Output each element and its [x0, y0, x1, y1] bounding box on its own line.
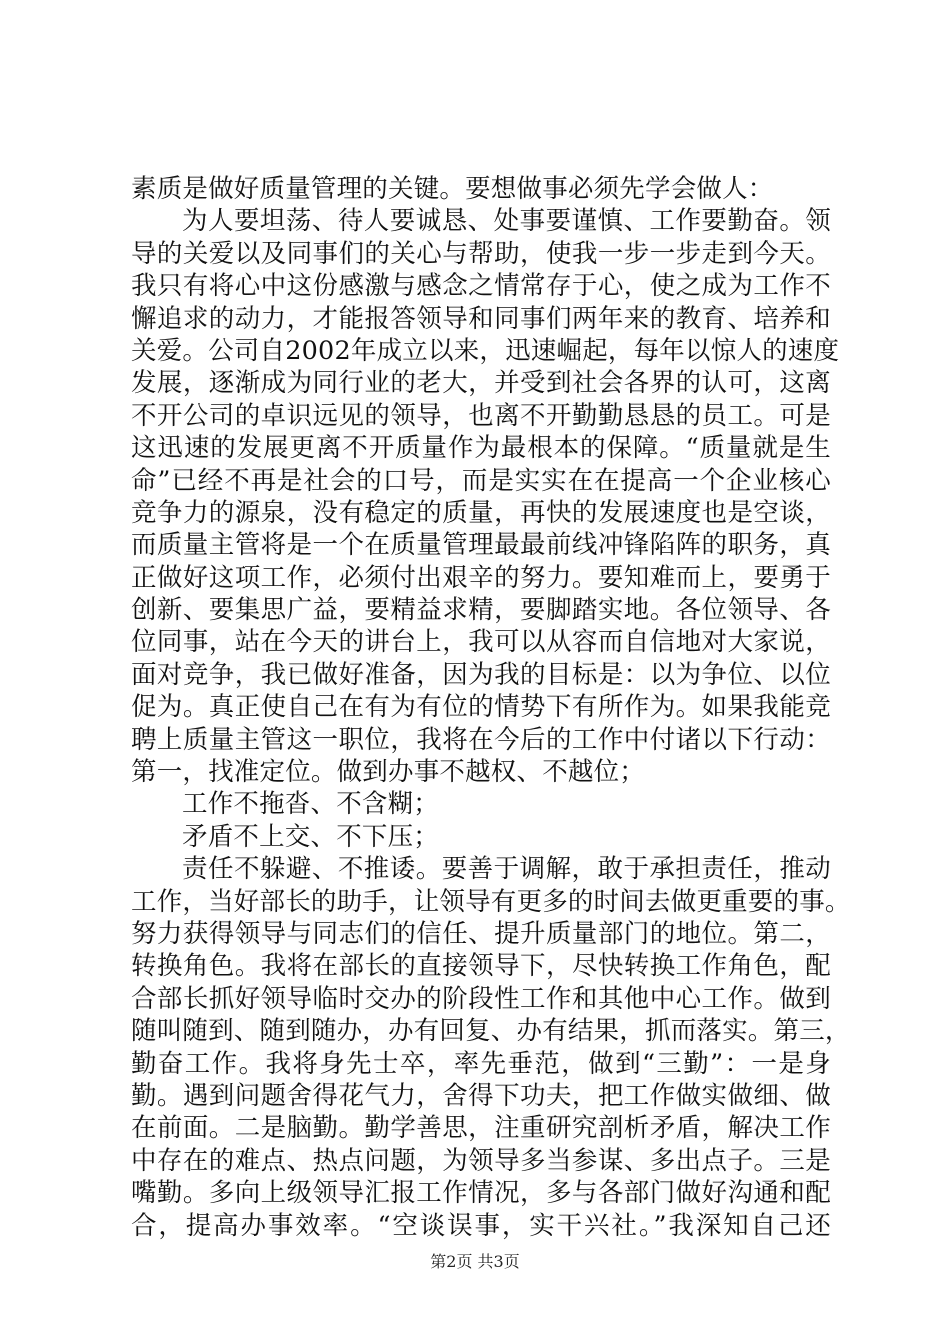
text-line: 第一，找准定位。做到办事不越权、不越位；	[131, 757, 646, 788]
text-line: 促为。真正使自己在有为有位的情势下有所作为。如果我能竞	[131, 692, 831, 723]
text-line: 合，提高办事效率。“空谈误事，实干兴社。”我深知自己还	[131, 1210, 831, 1241]
text-line: 工作不拖沓、不含糊；	[182, 789, 440, 820]
text-line: 随叫随到、随到随办，办有回复、办有结果，抓而落实。第三，	[131, 1016, 851, 1047]
text-line: 而质量主管将是一个在质量管理最最前线冲锋陷阵的职务，真	[131, 530, 831, 561]
text-line: 面对竞争，我已做好准备，因为我的目标是：以为争位、以位	[131, 659, 831, 690]
text-line: 责任不躲避、不推诿。要善于调解，敢于承担责任，推动	[182, 854, 831, 885]
text-line: 勤奋工作。我将身先士卒，率先垂范，做到“三勤”：一是身	[131, 1048, 831, 1079]
text-line: 矛盾不上交、不下压；	[182, 821, 440, 852]
text-line: 我只有将心中这份感激与感念之情常存于心，使之成为工作不	[131, 271, 831, 302]
text-line: 合部长抓好领导临时交办的阶段性工作和其他中心工作。做到	[131, 983, 831, 1014]
text-line: 勤。遇到问题舍得花气力，舍得下功夫，把工作做实做细、做	[131, 1080, 831, 1111]
text-line: 正做好这项工作，必须付出艰辛的努力。要知难而上，要勇于	[131, 562, 831, 593]
text-line: 竞争力的源泉，没有稳定的质量，再快的发展速度也是空谈，	[131, 497, 831, 528]
text-line: 工作，当好部长的助手，让领导有更多的时间去做更重要的事。	[131, 886, 851, 917]
text-line: 转换角色。我将在部长的直接领导下，尽快转换工作角色，配	[131, 951, 831, 982]
text-line: 素质是做好质量管理的关键。要想做事必须先学会做人：	[131, 174, 774, 204]
page-footer: 第2页 共3页	[430, 1252, 520, 1271]
text-line: 发展，逐渐成为同行业的老大，并受到社会各界的认可，这离	[131, 368, 831, 399]
text-line: 创新、要集思广益，要精益求精，要脚踏实地。各位领导、各	[131, 595, 831, 626]
document-body	[131, 173, 851, 1242]
text-line: 懈追求的动力，才能报答领导和同事们两年来的教育、培养和	[131, 303, 831, 334]
text-line: 这迅速的发展更离不开质量作为最根本的保障。“质量就是生	[131, 433, 831, 464]
text-line: 关爱。公司自2002年成立以来，迅速崛起，每年以惊人的速度	[131, 335, 840, 366]
text-line: 导的关爱以及同事们的关心与帮助，使我一步一步走到今天。	[131, 238, 831, 269]
text-line: 命”已经不再是社会的口号，而是实实在在提高一个企业核心	[131, 465, 831, 496]
text-line: 在前面。二是脑勤。勤学善思，注重研究剖析矛盾，解决工作	[131, 1113, 831, 1144]
text-line: 为人要坦荡、待人要诚恳、处事要谨慎、工作要勤奋。领	[182, 206, 831, 237]
text-line: 中存在的难点、热点问题，为领导多当参谋、多出点子。三是	[131, 1145, 831, 1176]
text-line: 位同事，站在今天的讲台上，我可以从容而自信地对大家说，	[131, 627, 831, 658]
text-line: 聘上质量主管这一职位，我将在今后的工作中付诸以下行动：	[131, 724, 831, 755]
text-line: 不开公司的卓识远见的领导，也离不开勤勤恳恳的员工。可是	[131, 400, 831, 431]
text-line: 努力获得领导与同志们的信任、提升质量部门的地位。第二，	[131, 918, 831, 949]
text-line: 嘴勤。多向上级领导汇报工作情况，多与各部门做好沟通和配	[131, 1178, 831, 1209]
